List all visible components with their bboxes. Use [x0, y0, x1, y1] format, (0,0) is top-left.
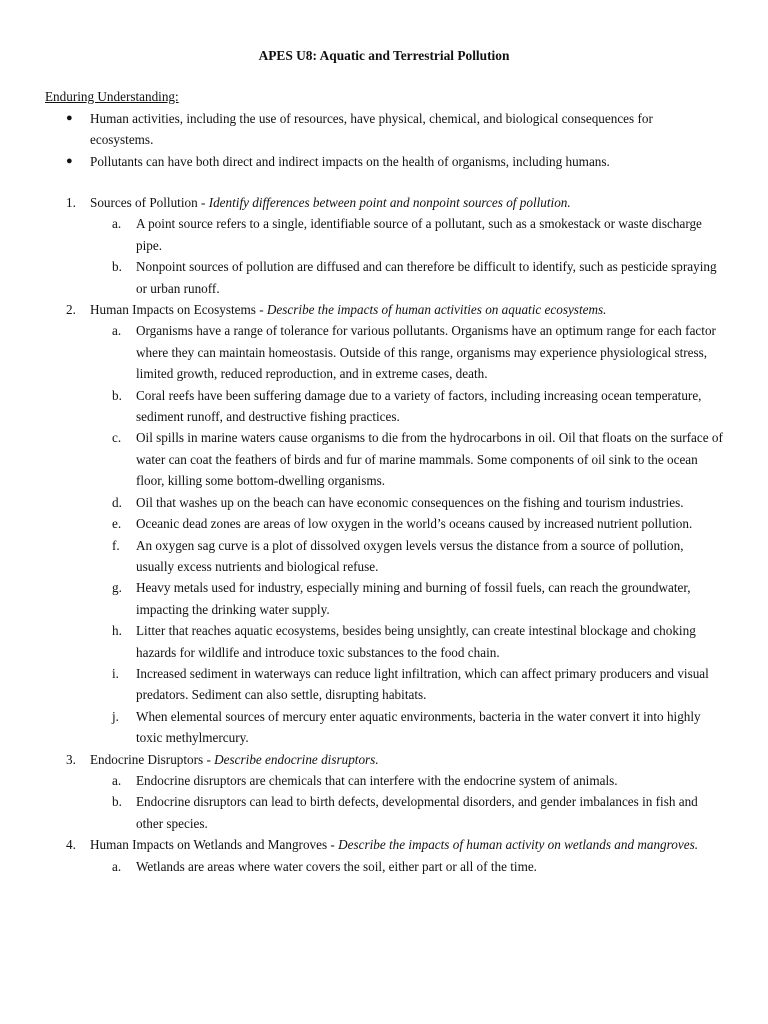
sub-item-text: Nonpoint sources of pollution are diffused and can therefore be difficult to identify, such as pesticide spraying or urban runoff. [136, 259, 717, 296]
sub-item-text: Litter that reaches aquatic ecosystems, besides being unsightly, can create intestinal blockage and choking hazards for wildlife and introduce toxic substances to the food chain. [136, 623, 696, 660]
sub-item-text: Endocrine disruptors are chemicals that can interfere with the endocrine system of animals. [136, 772, 618, 788]
sub-item-text: Oil spills in marine waters cause organisms to die from the hydrocarbons in oil. Oil that floats on the surface of water can coat the feathers of birds and fur of marine mammals. Some components of oil sink to the ocean floor, killing some bottom-dwelling organisms. [136, 430, 723, 489]
sub-item [0, 213, 768, 256]
section-number: 2. [66, 302, 76, 318]
bullet-item [0, 108, 768, 151]
sub-item-text: When elemental sources of mercury enter aquatic environments, bacteria in the water convert it into highly toxic methylmercury. [136, 708, 701, 746]
bullet-text: Human activities, including the use of resources, have physical, chemical, and biological consequences for ecosystems. [90, 111, 653, 148]
sub-item-letter: i. [112, 665, 119, 681]
section-number: 3. [66, 751, 76, 767]
sub-item-letter: a. [112, 858, 122, 874]
bullet-icon: ● [66, 154, 73, 167]
sub-item [0, 791, 768, 834]
sub-item [0, 856, 768, 877]
sub-item [0, 663, 768, 706]
sections-list [0, 192, 768, 877]
sub-item-text: Organisms have a range of tolerance for various pollutants. Organisms have an optimum range for each factor where they can maintain homeostasis. Outside of this range, organisms may experience physiological stress, limited growth, reduced reproduction, and in extreme cases, death. [136, 323, 716, 382]
sub-item [0, 535, 768, 578]
sub-item [0, 256, 768, 299]
section-heading [0, 749, 768, 770]
section-heading [0, 834, 768, 855]
sub-item-letter: f. [112, 537, 120, 553]
section-objective: Describe endocrine disruptors. [214, 751, 379, 767]
sub-item [0, 620, 768, 663]
sub-item-letter: j. [112, 708, 119, 724]
sub-item-letter: b. [112, 259, 122, 275]
sub-item-text: A point source refers to a single, identifiable source of a pollutant, such as a smokestack or waste discharge pipe. [136, 216, 702, 253]
section-title: Human Impacts on Ecosystems - [90, 302, 267, 318]
enduring-understanding-heading: Enduring Understanding: [45, 89, 179, 104]
sub-item-letter: d. [112, 494, 122, 510]
section-title: Sources of Pollution - [90, 195, 209, 210]
sub-item-text: Wetlands are areas where water covers the soil, either part or all of the time. [136, 858, 537, 874]
sub-item [0, 492, 768, 513]
section-sources-of-pollution [0, 192, 768, 299]
sub-item [0, 427, 768, 491]
sub-item-text: An oxygen sag curve is a plot of dissolved oxygen levels versus the distance from a source of pollution, usually excess nutrients and biological refuse. [136, 537, 684, 574]
sub-item [0, 770, 768, 791]
sub-item-letter: b. [112, 794, 122, 810]
enduring-understanding-list [0, 108, 768, 172]
sub-item-letter: g. [112, 580, 122, 596]
section-number: 4. [66, 837, 76, 853]
sub-item-letter: a. [112, 216, 122, 232]
section-heading [0, 192, 768, 213]
bullet-text: Pollutants can have both direct and indirect impacts on the health of organisms, including humans. [90, 153, 610, 169]
sub-item [0, 513, 768, 534]
section-wetlands-and-mangroves [0, 834, 768, 877]
sub-item-letter: a. [112, 772, 122, 788]
section-objective: Describe the impacts of human activity on wetlands and mangroves. [338, 837, 699, 853]
sub-item [0, 706, 768, 749]
sub-item-letter: c. [112, 430, 122, 446]
sub-item [0, 577, 768, 620]
section-endocrine-disruptors [0, 749, 768, 835]
section-objective: Describe the impacts of human activities on aquatic ecosystems. [266, 302, 607, 318]
sub-item-text: Endocrine disruptors can lead to birth defects, developmental disorders, and gender imbalances in fish and other species. [136, 794, 698, 831]
sub-item-text: Coral reefs have been suffering damage due to a variety of factors, including increasing ocean temperature, sediment runoff, and destructive fishing practices. [136, 387, 702, 425]
sub-item-text: Oceanic dead zones are areas of low oxygen in the world’s oceans caused by increased nutrient pollution. [136, 516, 693, 532]
sub-item-letter: a. [112, 323, 122, 339]
bullet-icon: ● [66, 112, 73, 124]
section-title: Human Impacts on Wetlands and Mangroves - [90, 837, 339, 853]
sub-item-letter: b. [112, 387, 122, 403]
section-number: 1. [66, 195, 76, 210]
bullet-item [0, 151, 768, 172]
section-title: Endocrine Disruptors - [90, 751, 215, 767]
section-human-impacts-on-ecosystems [0, 299, 768, 749]
sub-item-text: Heavy metals used for industry, especially mining and burning of fossil fuels, can reach the groundwater, impacting the drinking water supply. [136, 580, 691, 617]
sub-item [0, 320, 768, 384]
sub-item-letter: e. [112, 516, 122, 532]
document-title: APES U8: Aquatic and Terrestrial Pollution [258, 48, 510, 63]
sub-item-text: Increased sediment in waterways can reduce light infiltration, which can affect primary producers and visual predators. Sediment can also settle, disrupting habitats. [136, 665, 709, 703]
sub-item [0, 385, 768, 428]
sub-item-letter: h. [112, 623, 122, 639]
section-heading [0, 299, 768, 320]
sub-item-text: Oil that washes up on the beach can have economic consequences on the fishing and tourism industries. [136, 494, 684, 510]
section-objective: Identify differences between point and nonpoint sources of pollution. [208, 195, 571, 210]
